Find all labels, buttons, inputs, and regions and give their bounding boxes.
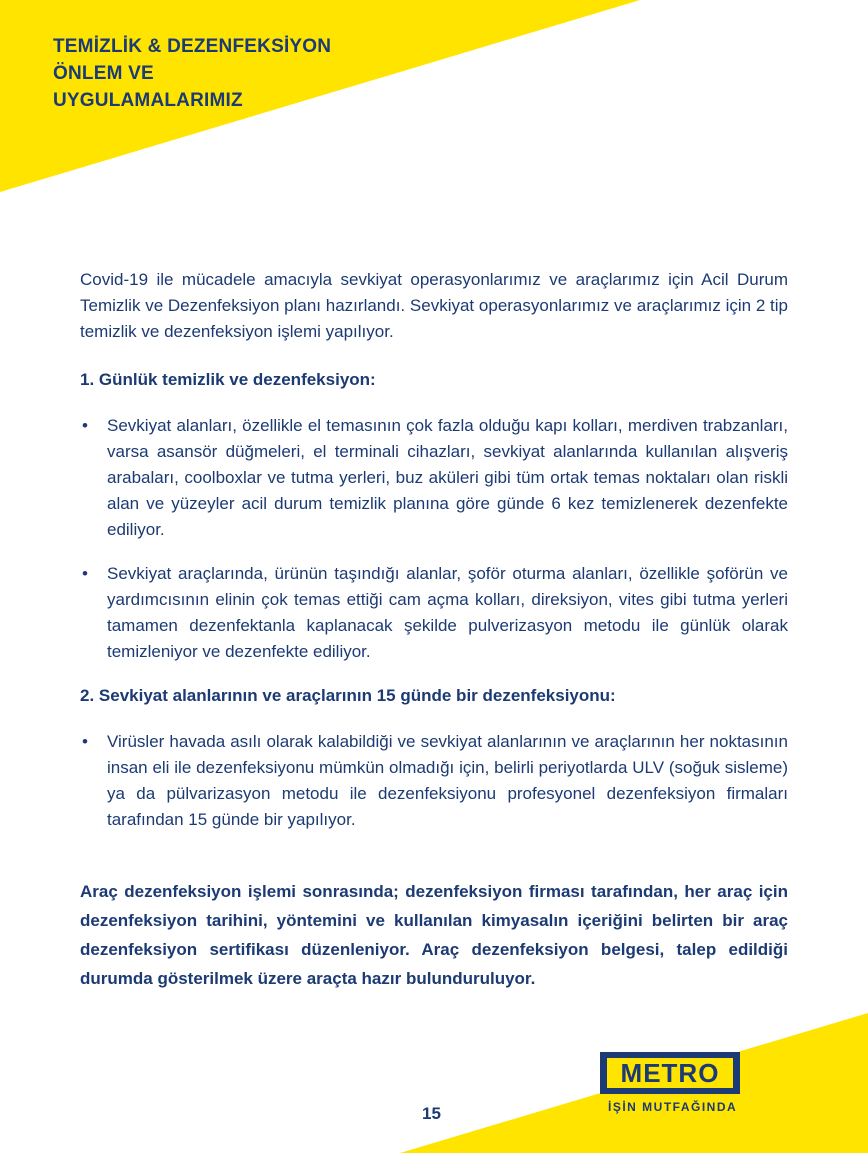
title-line-2: ÖNLEM VE [53,63,154,84]
page-title [53,33,383,114]
page-number: 15 [422,1104,441,1123]
section-title-biweekly: 2. Sevkiyat alanlarının ve araçlarının 15 günde bir dezenfeksiyonu: [80,686,616,705]
logo-text: METRO [620,1058,720,1088]
bullet-list-biweekly [80,729,788,833]
list-item [80,561,788,665]
bullet-list-daily [80,413,788,665]
metro-logo [600,1052,740,1094]
title-line-3: UYGULAMALARIMIZ [53,90,243,111]
bullet-icon: • [82,416,88,435]
bullet-icon: • [82,564,88,583]
list-item [80,729,788,833]
bullet-text: Sevkiyat araçlarında, ürünün taşındığı alanlar, şoför oturma alanları, özellikle şoförün ve yardımcısının elinin çok temas ettiği cam açma kolları, direksiyon, vites gibi tutma yerleri tamamen dezenfektanla kaplanacak şekilde pulverizasyon metodu ile günlük olarak temizleniyor ve dezenfekte ediliyor. [107,564,788,661]
intro-paragraph: Covid-19 ile mücadele amacıyla sevkiyat operasyonlarımız ve araçlarımız için Acil Durum Temizlik ve Dezenfeksiyon planı hazırlandı. Sevkiyat operasyonlarımız ve araçlarımız için 2 tip temizlik ve dezenfeksiyon işlemi yapılıyor. [80,270,788,341]
title-line-1: TEMİZLİK & DEZENFEKSİYON [53,36,332,57]
list-item [80,413,788,543]
closing-paragraph: Araç dezenfeksiyon işlemi sonrasında; dezenfeksiyon firması tarafından, her araç için dezenfeksiyon tarihini, yöntemini ve kullanılan kimyasalın içeriğini belirten bir araç dezenfeksiyon sertifikası düzenleniyor. Araç dezenfeksiyon belgesi, talep edildiği durumda gösterilmek üzere araçta hazır bulunduruluyor. [80,882,788,988]
bullet-text: Virüsler havada asılı olarak kalabildiği ve sevkiyat alanlarının ve araçlarının her noktasının insan eli ile dezenfeksiyonu mümkün olmadığı için, belirli periyotlarda ULV (soğuk sisleme) ya da pülvarizasyon metodu ile dezenfeksiyonu profesyonel dezenfeksiyon firmaları tarafından 15 günde bir yapılıyor. [107,732,788,829]
logo-slogan: İŞİN MUTFAĞINDA [608,1100,738,1114]
section-title-daily: 1. Günlük temizlik ve dezenfeksiyon: [80,370,376,389]
bullet-text: Sevkiyat alanları, özellikle el temasının çok fazla olduğu kapı kolları, merdiven trabzanları, varsa asansör düğmeleri, el terminali cihazları, sevkiyat alanlarında kullanılan alışveriş arabaları, coolboxlar ve tutma yerleri, buz aküleri gibi tüm ortak temas noktaları olan riskli alan ve yüzeyler acil durum temizlik planına göre günde 6 kez temizlenerek dezenfekte ediliyor. [107,416,788,539]
main-content [80,267,788,1010]
logo-inner-panel [607,1058,733,1088]
bullet-icon: • [82,732,88,751]
